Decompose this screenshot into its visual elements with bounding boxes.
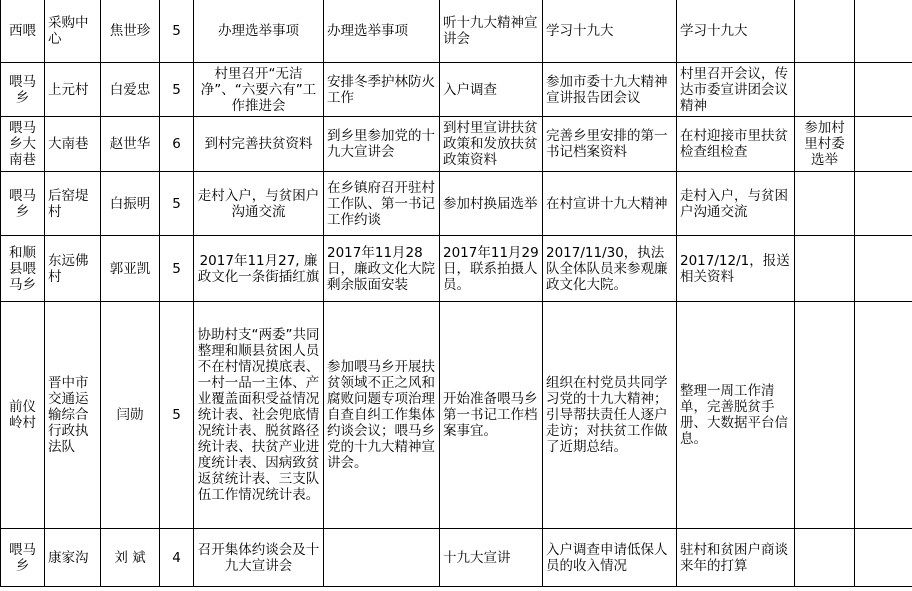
cell-blank [855, 172, 912, 236]
cell-d4: 完善乡里安排的第一书记档案资料 [543, 117, 677, 172]
cell-d4: 组织在村党员共同学习党的十九大精神；引导帮扶责任人逐户走访；对扶贫工作做了近期总结。 [543, 302, 677, 529]
cell-blank [855, 117, 912, 172]
table-row [1, 172, 912, 236]
cell-d4: 参加市委十九大精神宣讲报告团会议 [543, 63, 677, 117]
cell-d6: 参加村里村委选举 [795, 117, 855, 172]
cell-d5: 在村迎接市里扶贫检查组检查 [677, 117, 795, 172]
cell-d1: 到村完善扶贫资料 [194, 117, 324, 172]
cell-d6 [795, 0, 855, 63]
table-row [1, 0, 912, 63]
cell-d6 [795, 529, 855, 587]
cell-days: 5 [160, 0, 194, 63]
cell-unit: 上元村 [45, 63, 101, 117]
cell-d5: 整理一周工作清单，完善脱贫手册、大数据平台信息。 [677, 302, 795, 529]
cell-area: 前仪岭村 [1, 302, 45, 529]
cell-name: 赵世华 [101, 117, 160, 172]
cell-area: 喂马乡 [1, 529, 45, 587]
cell-days: 5 [160, 236, 194, 302]
cell-d1: 召开集体约谈会及十九大宣讲会 [194, 529, 324, 587]
cell-area: 西喂 [1, 0, 45, 63]
cell-d2 [324, 529, 440, 587]
cell-d4: 入户调查申请低保人员的收入情况 [543, 529, 677, 587]
cell-d3: 入户调查 [440, 63, 543, 117]
cell-days: 6 [160, 117, 194, 172]
cell-d6 [795, 172, 855, 236]
cell-blank [855, 63, 912, 117]
table-row [1, 529, 912, 587]
cell-unit: 采购中心 [45, 0, 101, 63]
cell-days: 4 [160, 529, 194, 587]
cell-d2: 办理选举事项 [324, 0, 440, 63]
cell-d3: 听十九大精神宣讲会 [440, 0, 543, 63]
cell-days: 5 [160, 63, 194, 117]
cell-area: 喂马乡大南巷 [1, 117, 45, 172]
cell-unit: 康家沟 [45, 529, 101, 587]
cell-name: 焦世珍 [101, 0, 160, 63]
cell-d2: 参加喂马乡开展扶贫领域不正之风和腐败问题专项治理自查自纠工作集体约谈会议；喂马乡党的十九大精神宣讲会。 [324, 302, 440, 529]
cell-name: 刘 斌 [101, 529, 160, 587]
cell-area: 喂马乡 [1, 63, 45, 117]
cell-d6 [795, 236, 855, 302]
cell-unit: 后窑堤村 [45, 172, 101, 236]
table-row [1, 302, 912, 529]
cell-d5: 2017/12/1，报送相关资料 [677, 236, 795, 302]
cell-blank [855, 529, 912, 587]
cell-blank [855, 236, 912, 302]
cell-area: 喂马乡 [1, 172, 45, 236]
cell-name: 郭亚凯 [101, 236, 160, 302]
cell-d2: 2017年11月28日，廉政文化大院剩余版面安装 [324, 236, 440, 302]
cell-d2: 到乡里参加党的十九大宣讲会 [324, 117, 440, 172]
cell-d1: 村里召开“无洁净”、“六要六有”工作推进会 [194, 63, 324, 117]
cell-d4: 2017/11/30，执法队全体队员来参观廉政文化大院。 [543, 236, 677, 302]
cell-name: 闫勋 [101, 302, 160, 529]
cell-name: 白振明 [101, 172, 160, 236]
table-row [1, 63, 912, 117]
cell-area: 和顺县喂马乡 [1, 236, 45, 302]
cell-d6 [795, 302, 855, 529]
cell-days: 5 [160, 172, 194, 236]
table-row [1, 236, 912, 302]
cell-d1: 协助村支“两委”共同整理和顺县贫困人员不在村情况摸底表、一村一品一主体、产业覆盖面积受益情况统计表、社会兜底情况统计表、脱贫路径统计表、扶贫产业进度统计表、因病致贫返贫统计表、三支队伍工作情况统计表。 [194, 302, 324, 529]
cell-unit: 大南巷 [45, 117, 101, 172]
cell-d4: 学习十九大 [543, 0, 677, 63]
table-row [1, 117, 912, 172]
cell-d6 [795, 63, 855, 117]
cell-d5: 村里召开会议，传达市委宣讲团会议精神 [677, 63, 795, 117]
cell-d1: 走村入户，与贫困户沟通交流 [194, 172, 324, 236]
cell-d2: 安排冬季护林防火工作 [324, 63, 440, 117]
cell-d3: 参加村换届选举 [440, 172, 543, 236]
cell-blank [855, 302, 912, 529]
cell-days: 5 [160, 302, 194, 529]
cell-d3: 十九大宣讲 [440, 529, 543, 587]
cell-d1: 2017年11月27, 廉政文化一条街插红旗 [194, 236, 324, 302]
cell-blank [855, 0, 912, 63]
cell-d1: 办理选举事项 [194, 0, 324, 63]
cell-d3: 到村里宣讲扶贫政策和发放扶贫政策资料 [440, 117, 543, 172]
cell-d3: 开始准备喂马乡第一书记工作档案事宜。 [440, 302, 543, 529]
cell-d5: 学习十九大 [677, 0, 795, 63]
cell-unit: 晋中市交通运输综合行政执法队 [45, 302, 101, 529]
cell-unit: 东远佛村 [45, 236, 101, 302]
cell-d5: 驻村和贫困户商谈来年的打算 [677, 529, 795, 587]
cell-name: 白爱忠 [101, 63, 160, 117]
cell-d2: 在乡镇府召开驻村工作队、第一书记工作约谈 [324, 172, 440, 236]
cell-d4: 在村宣讲十九大精神 [543, 172, 677, 236]
cell-d3: 2017年11月29日，联系拍摄人员。 [440, 236, 543, 302]
cell-d5: 走村入户，与贫困户沟通交流 [677, 172, 795, 236]
